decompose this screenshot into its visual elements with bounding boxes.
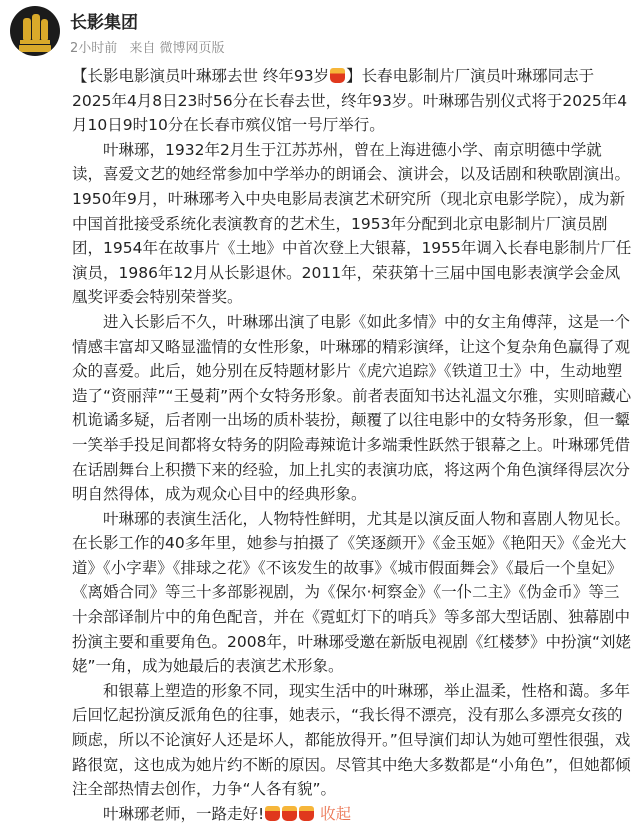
farewell-line — [72, 802, 632, 827]
farewell-text: 叶琳琊老师，一路走好! — [103, 804, 265, 823]
bio-paragraph: 叶琳琊，1932年2月生于江苏苏州，曾在上海进德小学、南京明德中学就读，喜爱文艺的她经常参加中学举办的朗诵会、演讲会，以及话剧和秧歌剧演出。 — [72, 140, 631, 184]
post-meta — [70, 37, 233, 56]
candle-emoji-icon — [265, 806, 280, 821]
candle-emoji-icon — [330, 68, 345, 83]
account-name[interactable]: 长影集团 — [70, 13, 138, 33]
post-body — [72, 64, 632, 826]
intro-title-end: 】 — [346, 67, 362, 85]
works-paragraph: 叶琳琊的表演生活化，人物特性鲜明，尤其是以演反面人物和喜剧人物见长。在长影工作的40多年里，她参与拍摄了《笑逐颜开》《金玉姬》《艳阳天》《金光大道》《小字辈》《排球之花》《不该发生的故事》《城市假面舞会》《最后一个皇妃》《离婚合同》等三十多部影视剧，为《保尔·柯察金》《一仆二主》《伪金币》等三十余部译制片中的角色配音，并在《霓虹灯下的哨兵》等多部大型话剧、独幕剧中扮演主要和重要角色。2008年，叶琳琊受邀在新版电视剧《红楼梦》中扮演“刘姥姥”一角，成为她最后的表演艺术形象。 — [72, 509, 631, 676]
post-source[interactable]: 来自 微博网页版 — [129, 41, 225, 56]
changying-film-group-logo-icon[interactable] — [10, 6, 60, 56]
post-intro — [72, 64, 632, 138]
post-time[interactable]: 2小时前 — [70, 41, 118, 56]
intro-body: 长春电影制片厂演员叶琳琊同志于2025年4月8日23时56分在长春去世，终年93岁。叶琳琊告别仪式将于2025年4月10日9时10分在长春市殡仪馆一号厅举行。 — [72, 67, 628, 135]
roles-paragraph: 进入长影后不久，叶琳琊出演了电影《如此多情》中的女主角傅萍，这是一个情感丰富却又略显滥情的女性形象，叶琳琊的精彩演绎，让这个复杂角色赢得了观众的喜爱。此后，她分别在反特题材影片《虎穴追踪》《铁道卫士》中，生动地塑造了“资丽萍”“王曼莉”两个女特务形象。前者表面知书达礼温文尔雅，实则暗藏心机诡谲多疑，后者刚一出场的质朴装扮，颠覆了以往电影中的女特务形象，但一颦一笑举手投足间都将女特务的阴险毒辣诡计多端秉性跃然于银幕之上。叶琳琊凭借在话剧舞台上积攒下来的经验，加上扎实的表演功底，将这两个角色演绎得层次分明自然得体，成为观众心目中的经典形象。 — [72, 312, 632, 504]
career-paragraph: 1950年9月，叶琳琊考入中央电影局表演艺术研究所（现北京电影学院），成为新中国首批接受系统化表演教育的艺术生，1953年分配到北京电影制片厂演员剧团，1954年在故事片《土地》中首次登上大银幕，1955年调入长春电影制片厂任演员，1986年12月从长影退休。2011年，荣获第十三届中国电影表演学会金凤凰奖评委会特别荣誉奖。 — [72, 189, 632, 307]
collapse-link[interactable]: 收起 — [320, 804, 352, 823]
life-paragraph: 和银幕上塑造的形象不同，现实生活中的叶琳琊，举止温柔，性格和蔼。多年后回忆起扮演反派角色的往事，她表示，“我长得不漂亮，没有那么多漂亮女孩的顾虑，所以不论演好人还是坏人，都能放得开。”但导演们却认为她可塑性很强，戏路很宽，这也成为她片约不断的原因。尽管其中绝大多数都是“小角色”，但她都倾注全部热情去创作，力争“人各有貌”。 — [72, 681, 631, 799]
candle-emoji-icon — [282, 806, 297, 821]
candle-emoji-icon — [299, 806, 314, 821]
intro-title: 【长影电影演员叶琳琊去世 终年93岁 — [72, 67, 330, 85]
post-header — [0, 0, 640, 66]
